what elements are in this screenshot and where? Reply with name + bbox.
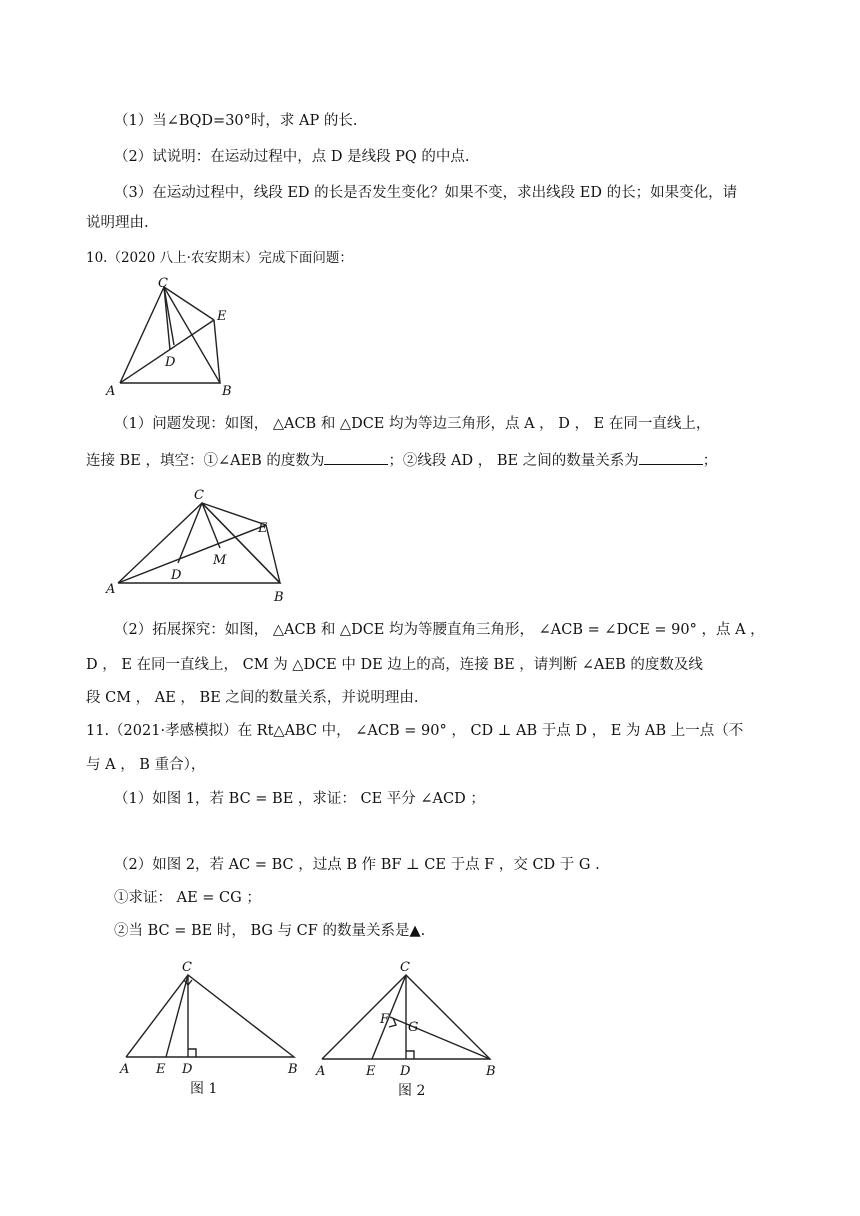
q10-answer-blank-2[interactable] [639,450,703,465]
q9-part2: （2）试说明：在运动过程中，点 D 是线段 PQ 的中点. [114,149,470,165]
q10-part1-line1: （1）问题发现：如图， △ACB 和 △DCE 均为等边三角形，点 A ， D ， E 在同一直线上， [114,416,711,432]
q9-part3-line2: 说明理由. [86,215,149,231]
q11-fig1-label-D: D [182,1062,193,1077]
q11-fig2-label-G: G [408,1020,419,1035]
q11-fig2-label-F: F [380,1012,390,1027]
q10-part1-line2 [86,450,717,471]
q11-part1: （1）如图 1，若 BC = BE ，求证： CE 平分 ∠ACD ； [114,791,485,807]
q10-fig1-label-C: C [158,276,168,291]
q11-fig1-label-B: B [288,1062,298,1077]
q11-figure-1 [110,955,310,1105]
q11-figure-2 [310,955,510,1105]
q10-fig1-label-A: A [106,384,116,399]
q10-fig1-label-B: B [222,384,232,399]
q11-fig2-label-E: E [366,1064,376,1079]
q10-fig2-label-C: C [194,488,204,503]
q10-fig2-label-M: M [213,553,227,568]
q10-fig2-label-D: D [171,568,182,583]
q9-part1: （1）当∠BQD=30°时，求 AP 的长. [114,113,358,129]
q10-part2-line2: D ， E 在同一直线上， CM 为 △DCE 中 DE 边上的高，连接 BE ，请判断 ∠AEB 的度数及线 [86,657,703,673]
q10-part2-line3: 段 CM ， AE ， BE 之间的数量关系，并说明理由. [86,690,419,706]
q11-fig2-label-B: B [486,1064,496,1079]
q10-fig2-label-A: A [106,582,116,597]
q10-part1-text-a: 连接 BE ，填空：①∠AEB 的度数为 [86,453,325,469]
q10-fig1-label-E: E [217,309,227,324]
q10-figure-2 [100,485,300,605]
q11-fig1-caption: 图 1 [190,1081,218,1097]
q11-fig1-label-A: A [120,1062,130,1077]
q11-fig2-label-A: A [316,1064,326,1079]
q10-fig2-label-E: E [258,521,268,536]
q11-heading-line2: 与 A ， B 重合）， [86,757,206,773]
q10-answer-blank-1[interactable] [324,450,388,465]
q10-heading: 10.（2020 八上·农安期末）完成下面问题： [86,250,353,266]
q11-heading-line1: 11.（2021·孝感模拟）在 Rt△ABC 中， ∠ACB = 90° ， CD ⊥ AB 于点 D ， E 为 AB 上一点（不 [86,723,744,739]
q10-part1-text-b: ；②线段 AD ， BE 之间的数量关系为 [388,453,639,469]
q11-part2-sub1: ①求证： AE = CG ； [114,890,261,906]
q11-part2-sub2: ②当 BC = BE 时， BG 与 CF 的数量关系是▲. [114,923,426,939]
q10-figure-1 [100,275,260,400]
q10-part1-text-c: ； [702,453,718,469]
q11-fig2-label-C: C [400,960,410,975]
q11-fig1-label-E: E [156,1062,166,1077]
q11-fig1-label-C: C [182,960,192,975]
q11-fig2-caption: 图 2 [398,1083,426,1099]
q10-part2-line1: （2）拓展探究：如图， △ACB 和 △DCE 均为等腰直角三角形， ∠ACB = ∠DCE = 90° ，点 A ， [114,622,765,638]
q11-part2: （2）如图 2，若 AC = BC ，过点 B 作 BF ⊥ CE 于点 F ，交 CD 于 G . [114,857,600,873]
q11-fig2-label-D: D [400,1064,411,1079]
q9-part3-line1: （3）在运动过程中，线段 ED 的长是否发生变化？如果不变，求出线段 ED 的长；如果变化，请 [114,185,738,201]
q10-fig2-label-B: B [274,590,284,605]
q10-fig1-label-D: D [165,355,176,370]
